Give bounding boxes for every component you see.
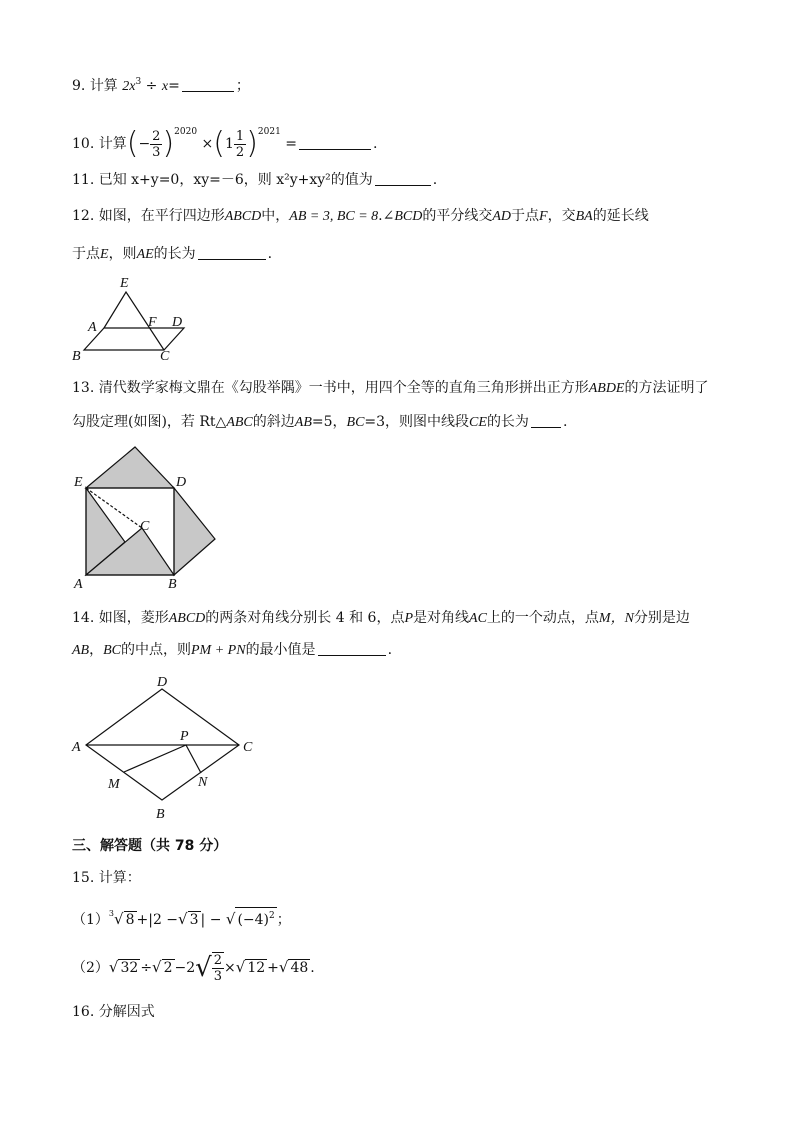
- q14-label-A: A: [72, 740, 81, 755]
- question-14-line-2: AB，BC的中点，则PM + PN的最小值是 .: [72, 642, 393, 658]
- q10-fraction-1: $\frac{2}{3}$: [152, 128, 161, 160]
- q12-answer-blank[interactable]: [198, 245, 266, 260]
- q14-label-P: P: [180, 729, 189, 744]
- q9-expr: 2x: [122, 79, 136, 94]
- q9-number: 9.: [72, 78, 86, 94]
- q10-tail: .: [373, 136, 378, 152]
- q9-tail: ；: [235, 78, 250, 94]
- q10-exponent-1: 2020: [174, 127, 198, 137]
- q11-answer-blank[interactable]: [375, 171, 431, 186]
- question-15-part-2: （2）√ 32 ÷√ 2 −2√ $\frac{2}{3}$ ×√ 12 +√ 48 .: [72, 953, 315, 984]
- q14-label-N: N: [198, 775, 208, 790]
- question-15-part-1: $(1)^3√$ 8 +|2 −√ 3 | − √ $(-4)^2$ ；: [72, 909, 291, 928]
- q12-label-D: D: [172, 315, 183, 330]
- question-13-line-1: 13. 清代数学家梅文鼎在《勾股举隅》一书中，用四个全等的直角三角形拼出正方形ABDE的方法证明了: [72, 380, 709, 396]
- q13-square-figure: [66, 440, 226, 590]
- q10-text: 计算: [98, 136, 127, 152]
- q10-equals: =: [285, 136, 297, 152]
- question-12-line-2: 于点E，则AE的长为 .: [72, 246, 273, 262]
- q10-number: 10.: [72, 136, 95, 152]
- section-3-title: 三、解答题（共 78 分）: [72, 838, 228, 854]
- q12-label-C: C: [160, 349, 170, 364]
- q14-label-D: D: [157, 675, 168, 690]
- q13-label-E: E: [74, 475, 83, 490]
- q9-equals: =: [168, 78, 180, 94]
- q9-exponent: 3: [135, 77, 142, 87]
- q12-label-B: B: [72, 349, 81, 364]
- q14-answer-blank[interactable]: [318, 641, 386, 656]
- q12-label-A: A: [88, 320, 97, 335]
- question-16-title: 16. 分解因式: [72, 1004, 155, 1020]
- q13-answer-blank[interactable]: [531, 413, 561, 428]
- q11-tail: .: [432, 172, 438, 188]
- q14-label-C: C: [243, 740, 253, 755]
- question-10: 10. 计算(− $\frac{2}{3}$ )$^{2020}$ ×(1 $\frac{1}{2}$ )$^{2021}$ = .: [72, 126, 378, 161]
- q11-text: 11. 已知 x+y=0，xy=－6，则 x²y+xy²的值为: [72, 172, 373, 188]
- q10-times: ×: [201, 136, 214, 152]
- q14-rhombus-figure: [66, 672, 266, 824]
- q12-label-E: E: [120, 276, 129, 291]
- q9-text: 计算: [89, 78, 118, 94]
- q9-answer-blank[interactable]: [182, 77, 234, 92]
- q9-var: x: [161, 79, 169, 94]
- question-11: [72, 170, 437, 190]
- q12-label-F: F: [148, 315, 157, 330]
- q13-label-B: B: [168, 577, 177, 590]
- question-13-line-2: 勾股定理(如图)，若 Rt△ABC的斜边AB=5，BC=3，则图中线段CE的长为 .: [72, 414, 568, 430]
- question-15-title: 15. 计算：: [72, 870, 141, 886]
- q13-label-C: C: [140, 519, 150, 534]
- question-12-line-1: 12. 如图，在平行四边形ABCD中，AB = 3, BC = 8.∠BCD的平分线交AD于点F，交BA的延长线: [72, 208, 649, 224]
- q14-label-M: M: [108, 777, 120, 792]
- question-9: [72, 72, 250, 97]
- q10-fraction-2: $\frac{1}{2}$: [235, 128, 245, 160]
- q10-answer-blank[interactable]: [299, 135, 371, 150]
- q10-exponent-2: 2021: [257, 127, 281, 137]
- q13-label-A: A: [74, 577, 83, 590]
- q12-parallelogram-figure: [66, 272, 196, 364]
- q10-integer: 1: [224, 136, 234, 152]
- q14-label-B: B: [156, 807, 165, 822]
- q10-sign: −: [138, 136, 151, 152]
- q9-operator: ÷: [145, 78, 158, 94]
- q13-label-D: D: [176, 475, 187, 490]
- question-14-line-1: 14. 如图，菱形ABCD的两条对角线分别长 4 和 6，点P是对角线AC上的一个动点，点M，N分别是边: [72, 610, 690, 626]
